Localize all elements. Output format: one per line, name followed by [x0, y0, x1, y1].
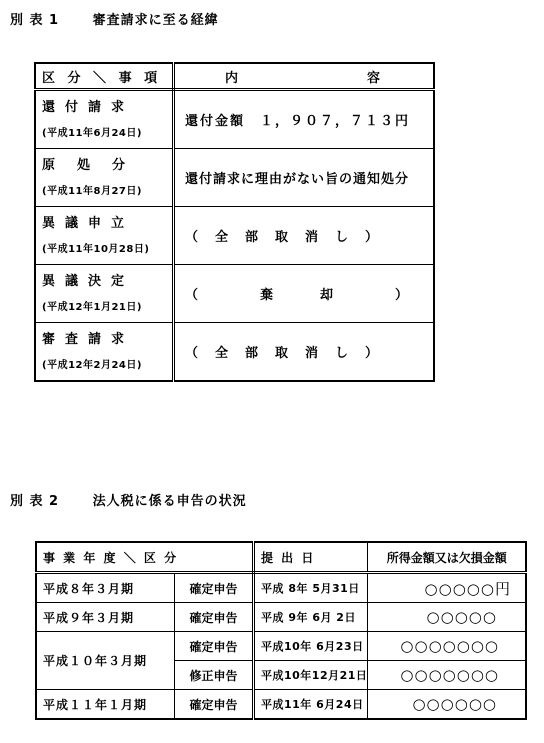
table1-row	[35, 90, 434, 149]
table2-date: 平成 9年 6月 2日	[254, 603, 368, 632]
table2-amount-value: ○○○○○○○	[400, 637, 500, 655]
table2-amount	[368, 690, 526, 720]
table1-row	[35, 149, 434, 207]
table1-row-content: （ 全 部 取 消 し ）	[185, 346, 381, 361]
table2-date: 平成 8年 5月31日	[254, 573, 368, 603]
table1-row-content: 還付金額 １，９０７，７１３円	[185, 114, 411, 129]
table2-row	[36, 603, 526, 632]
table1-content-cell	[174, 207, 435, 265]
table1-header-category	[35, 63, 174, 90]
table2-caption: 別 表 2 法人税に係る申告の状況	[10, 494, 247, 509]
table2-amount	[368, 661, 526, 690]
table1-header-content	[174, 63, 435, 90]
table2-amount-value: ○○○○○円	[424, 579, 511, 598]
table2-row	[36, 632, 526, 661]
table1-row-name: 原処分	[42, 157, 148, 173]
table1-header-category-label: 区 分 ＼ 事 項	[42, 70, 162, 86]
table1-row-name: 還付請求	[42, 99, 135, 115]
table1-procedural-history	[34, 62, 435, 382]
table1-row-content: 還付請求に理由がない旨の通知処分	[185, 172, 410, 187]
table1-content-cell	[174, 149, 435, 207]
table1-row	[35, 207, 434, 265]
table2-header-category: 事 業 年 度 ＼ 区 分	[36, 542, 254, 573]
table1-row-content: （ 棄 却 ）	[185, 288, 411, 303]
table1-category-cell	[35, 90, 174, 149]
table2-amount-value: ○○○○○○	[412, 695, 497, 713]
table2-amount	[368, 573, 526, 603]
table1-content-cell	[174, 265, 435, 323]
table1-row-date: (平成11年10月28日)	[42, 243, 150, 255]
table1-row-date: (平成11年6月24日)	[42, 127, 142, 139]
table2-amount	[368, 632, 526, 661]
table2-date: 平成11年 6月24日	[254, 690, 368, 720]
table1-category-cell	[35, 149, 174, 207]
table1-row-content: （ 全 部 取 消 し ）	[185, 230, 381, 245]
table2-kind: 確定申告	[175, 632, 254, 661]
table2-row	[36, 573, 526, 603]
table1-caption: 別 表 1 審査請求に至る経緯	[10, 13, 219, 28]
table1-category-cell	[35, 207, 174, 265]
table2-period: 平成９年３月期	[36, 603, 175, 632]
table2-amount	[368, 603, 526, 632]
table2-period: 平成１１年１月期	[36, 690, 175, 720]
table1-row-name: 審査請求	[42, 331, 135, 347]
table1-row-date: (平成12年1月21日)	[42, 301, 142, 313]
table1-row	[35, 265, 434, 323]
table1-category-cell	[35, 323, 174, 382]
table1-row-date: (平成11年8月27日)	[42, 185, 142, 197]
table1-row-name: 異議決定	[42, 273, 135, 289]
table2-header-date: 提 出 日	[254, 542, 368, 573]
table2-kind: 確定申告	[175, 690, 254, 720]
table2-kind: 確定申告	[175, 603, 254, 632]
table1-row-date: (平成12年2月24日)	[42, 359, 142, 371]
table1-row	[35, 323, 434, 382]
table2-kind: 修正申告	[175, 661, 254, 690]
table1-category-cell	[35, 265, 174, 323]
table1-row-name: 異議申立	[42, 215, 135, 231]
table2-header-row	[36, 542, 526, 573]
table2-period: 平成８年３月期	[36, 573, 175, 603]
table1-header-row	[35, 63, 434, 90]
table1-header-content-a: 内	[225, 71, 239, 86]
table1-content-cell	[174, 323, 435, 382]
table2-date: 平成10年 6月23日	[254, 632, 368, 661]
table2-amount-value: ○○○○○○○	[400, 666, 500, 684]
table2-period: 平成１０年３月期	[36, 632, 175, 690]
table2-kind: 確定申告	[175, 573, 254, 603]
table2-amount-value: ○○○○○	[426, 608, 497, 626]
table1-header-content-b: 容	[367, 71, 381, 86]
table2-header-amount: 所得金額又は欠損金額	[368, 542, 526, 573]
table2-tax-return-status	[35, 541, 527, 720]
table1-content-cell	[174, 90, 435, 149]
table2-date: 平成10年12月21日	[254, 661, 368, 690]
table2-row	[36, 690, 526, 720]
